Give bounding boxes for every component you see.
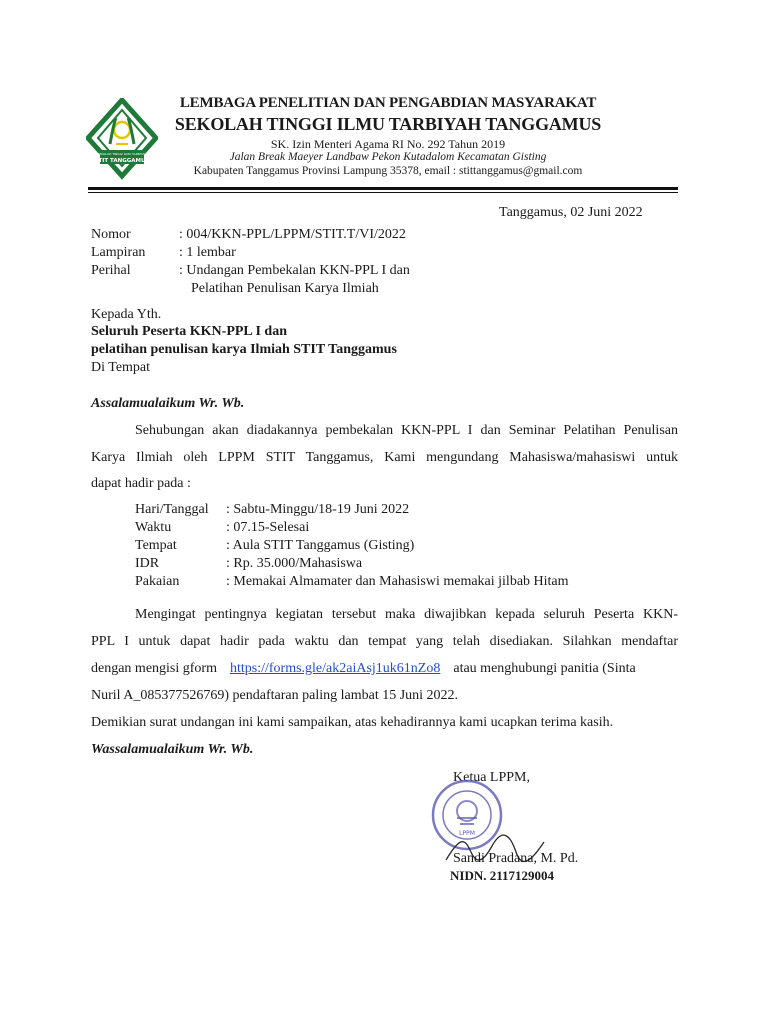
letterhead-rule-thin [88, 192, 678, 193]
body2-line2: PPL I untuk dapat hadir pada waktu dan tempat yang telah disediakan. Silahkan mendaftar [91, 634, 678, 649]
detail-value-time: : 07.15-Selesai [226, 520, 310, 535]
detail-value-place: : Aula STIT Tanggamus (Gisting) [226, 538, 415, 553]
stamp-text: LPPM [459, 830, 475, 837]
nomor-label: Nomor [91, 227, 131, 242]
detail-value-fee: : Rp. 35.000/Mahasiswa [226, 556, 363, 571]
detail-label-place: Tempat [135, 538, 177, 553]
perihal-label: Perihal [91, 263, 131, 278]
institution-name-line2: SEKOLAH TINGGI ILMU TARBIYAH TANGGAMUS [174, 114, 602, 134]
institution-address: Jalan Break Maeyer Landbaw Pekon Kutadalom Kecamatan Gisting [229, 151, 547, 163]
perihal-value-line2: Pelatihan Penulisan Karya Ilmiah [191, 281, 379, 296]
detail-label-dress: Pakaian [135, 574, 180, 589]
signatory-nidn: NIDN. 2117129004 [450, 868, 555, 883]
detail-value-date: : Sabtu-Minggu/18-19 Juni 2022 [226, 502, 410, 517]
letter-date: Tanggamus, 02 Juni 2022 [499, 205, 643, 220]
detail-value-dress: : Memakai Almamater dan Mahasiswi memakai jilbab Hitam [226, 574, 569, 589]
recipient-line2: pelatihan penulisan karya Ilmiah STIT Tanggamus [91, 342, 397, 357]
recipient-place: Di Tempat [91, 360, 151, 375]
institution-logo [86, 98, 158, 186]
gform-link[interactable]: https://forms.gle/ak2aiAsj1uk61nZo8 [229, 661, 441, 676]
detail-label-date: Hari/Tanggal [135, 502, 209, 517]
detail-label-fee: IDR [135, 556, 160, 571]
perihal-value-line1: : Undangan Pembekalan KKN-PPL I dan [179, 263, 410, 278]
body2-line3 [91, 661, 636, 677]
detail-label-time: Waktu [135, 520, 172, 535]
recipient-salutation: Kepada Yth. [91, 307, 162, 322]
letterhead-rule-thick [88, 187, 678, 190]
farewell: Wassalamualaikum Wr. Wb. [91, 742, 254, 757]
body1-line3: dapat hadir pada : [91, 476, 191, 491]
lampiran-value: : 1 lembar [179, 245, 236, 260]
institution-contact: Kabupaten Tanggamus Provinsi Lampung 35378, email : stittanggamus@gmail.com [193, 165, 583, 177]
signatory-title: Ketua LPPM, [453, 770, 530, 785]
body2-line4: Nuril A_085377526769) pendaftaran paling lambat 15 Juni 2022. [91, 688, 459, 703]
institution-license: SK. Izin Menteri Agama RI No. 292 Tahun 2019 [270, 137, 506, 151]
closing-line: Demikian surat undangan ini kami sampaikan, atas kehadirannya kami ucapkan terima kasih. [91, 715, 614, 730]
body2-line3-pre: dengan mengisi gform [91, 661, 217, 676]
lampiran-label: Lampiran [91, 245, 146, 260]
body2-line3-post: atau menghubungi panitia (Sinta [453, 661, 636, 676]
body1-line1: Sehubungan akan diadakannya pembekalan KKN-PPL I dan Seminar Pelatihan Penulisan [135, 423, 678, 438]
logo-text: STIT TANGGAMUS [94, 158, 150, 164]
institution-name-line1: LEMBAGA PENELITIAN DAN PENGABDIAN MASYARAKAT [179, 95, 597, 111]
recipient-line1: Seluruh Peserta KKN-PPL I dan [91, 324, 288, 339]
body2-line1: Mengingat pentingnya kegiatan tersebut maka diwajibkan kepada seluruh Peserta KKN- [135, 607, 678, 622]
nomor-value: : 004/KKN-PPL/LPPM/STIT.T/VI/2022 [179, 227, 406, 242]
logo-small-text: SEKOLAH TINGGI ILMU TARBIYAH [97, 152, 147, 156]
greeting: Assalamualaikum Wr. Wb. [91, 396, 245, 411]
body1-line2: Karya Ilmiah oleh LPPM STIT Tanggamus, Kami mengundang Mahasiswa/mahasiswi untuk [91, 450, 678, 465]
signatory-name: Sandi Pradana, M. Pd. [453, 851, 579, 866]
